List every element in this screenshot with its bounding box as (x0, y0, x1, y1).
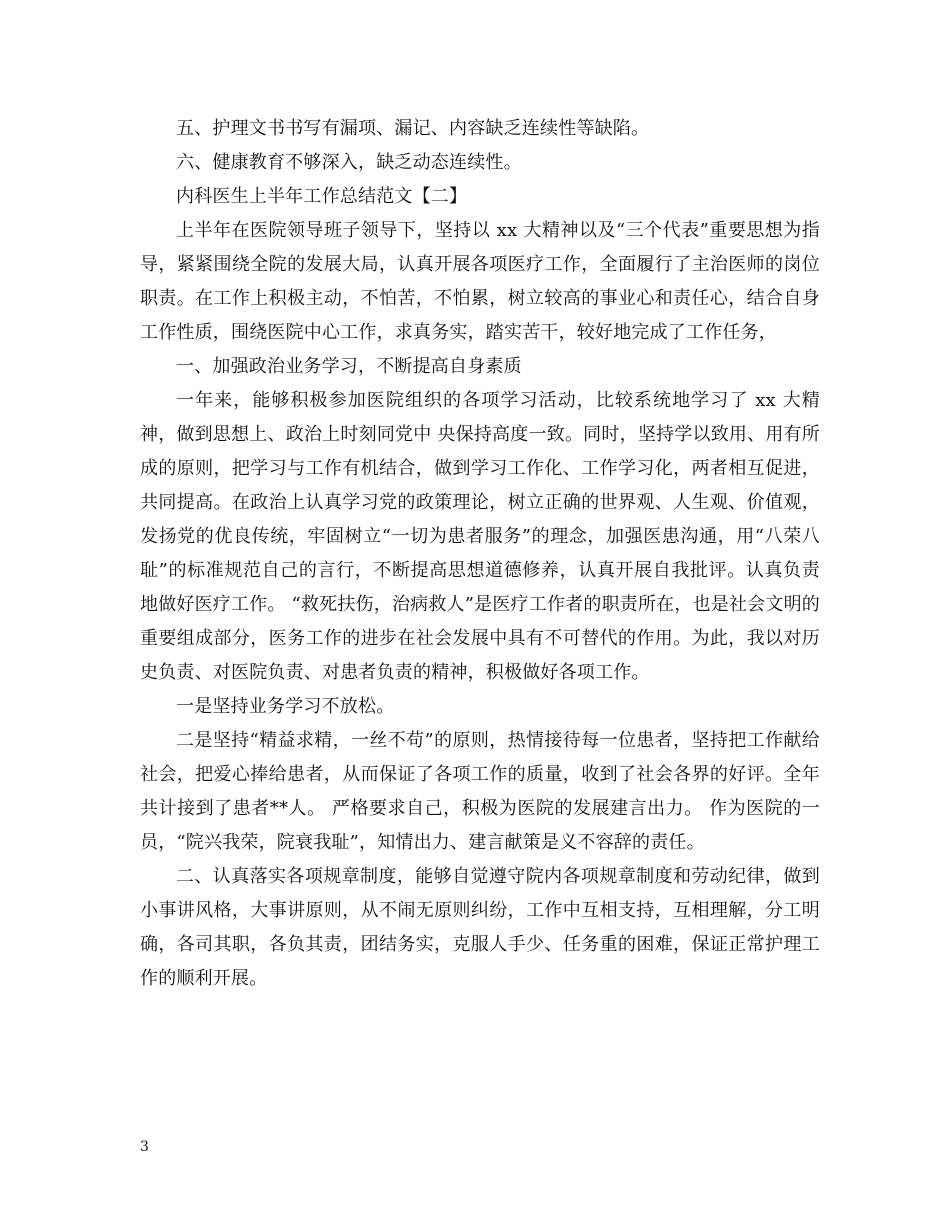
paragraph-item-6-health-education: 六、健康教育不够深入，缺乏动态连续性。 (176, 152, 522, 173)
page-number: 3 (140, 1139, 149, 1155)
study-paragraph: 一年来，能够积极参加医院组织的各项学习活动，比较系统地学习了 xx 大精神，做到思想上、政治上时刻同党中 央保持高度一致。同时，坚持学以致用、用有所成的原则，把学习与工作有机结合，做到学习工作化、工作学习化，两者相互促进，共同提高。在政治上认真学习党的政策理论，树立正确的世界观、人生观、价值观，发扬党的优良传统，牢固树立“一切为患者服务”的理念，加强医患沟通，用“八荣八耻”的标准规范自己的言行，不断提高思想道德修养，认真开展自我批评。认真负责地做好医疗工作。 “救死扶伤，治病救人”是医疗工作者的职责所在，也是社会文明的重要组成部分，医务工作的进步在社会发展中具有不可替代的作用。为此，我以对历史负责、对医院负责、对患者负责的精神，积极做好各项工作。 (140, 390, 820, 683)
intro-paragraph: 上半年在医院领导班子领导下，坚持以 xx 大精神以及“三个代表”重要思想为指导，紧紧围绕全院的发展大局，认真开展各项医疗工作，全面履行了主治医师的岗位职责。在工作上积极主动，不怕苦，不怕累，树立较高的事业心和责任心，结合自身工作性质，围绕医院中心工作，求真务实，踏实苦干，较好地完成了工作任务， (140, 220, 820, 343)
paragraph-item-5-nursing-records: 五、护理文书书写有漏项、漏记、内容缺乏连续性等缺陷。 (176, 118, 650, 139)
point-one-paragraph: 一是坚持业务学习不放松。 (176, 696, 395, 717)
point-two-paragraph: 二是坚持“精益求精，一丝不苟”的原则，热情接待每一位患者，坚持把工作献给社会，把爱心捧给患者，从而保证了各项工作的质量，收到了社会各界的好评。全年共计接到了患者**人。 严格要求自己，积极为医院的发展建言出力。 作为医院的一员，“院兴我荣，院衰我耻”，知情出力、建言献策是义不容辞的责任。 (140, 730, 820, 853)
document-body (140, 112, 820, 996)
rules-paragraph: 二、认真落实各项规章制度，能够自觉遵守院内各项规章制度和劳动纪律，做到小事讲风格，大事讲原则，从不闹无原则纠纷，工作中互相支持，互相理解，分工明确，各司其职，各负其责，团结务实，克服人手少、任务重的困难，保证正常护理工作的顺利开展。 (140, 866, 820, 989)
section-title: 内科医生上半年工作总结范文【二】 (176, 186, 468, 207)
subheading-political-study: 一、加强政治业务学习，不断提高自身素质 (176, 356, 522, 377)
